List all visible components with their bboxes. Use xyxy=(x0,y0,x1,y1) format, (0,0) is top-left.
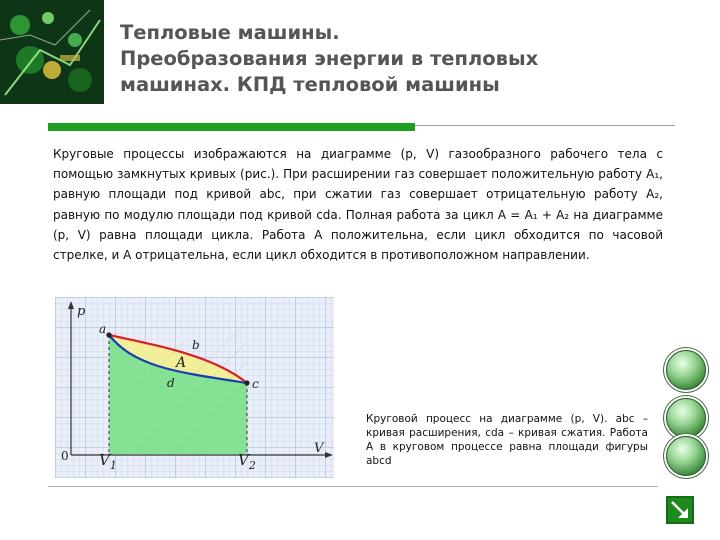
point-d-label: d xyxy=(167,376,175,390)
point-a-dot xyxy=(106,332,111,337)
diagram-caption-text: Круговой процесс на диаграмме (p, V). abc – кривая расширения, cda – кривая сжатия. Работа А в круговом процессе равна площади фигуры abcd xyxy=(366,413,648,467)
title-divider-accent xyxy=(48,123,415,131)
body-paragraph-text: Круговые процессы изображаются на диаграмме (p, V) газообразного рабочего тела с помощью замкнутых кривых (рис.). При расширении газ совершает положительную работу A₁, равную площади под кривой abc, при сжатии газ совершает отрицательную работу A₂, равную по модулю площади под кривой cda. Полная работа за цикл A = A₁ + A₂ на диаграмме (p, V) равна площади цикла. Работа A положительна, если цикл обходится по часовой стрелке, и A отрицательна, если цикл обходится в противоположном направлении. xyxy=(53,147,663,263)
corner-arrow-icon[interactable] xyxy=(666,496,694,524)
title-line-1: Тепловые машины. xyxy=(120,21,340,44)
point-c-dot xyxy=(244,380,249,385)
axis-v-label: V xyxy=(314,441,324,456)
area-a-label: A xyxy=(176,355,187,371)
axis-p-label: p xyxy=(77,304,86,319)
page-title xyxy=(120,20,680,98)
green-sphere-button[interactable] xyxy=(666,350,706,390)
green-sphere-button[interactable] xyxy=(666,398,706,438)
title-line-2: Преобразования энергии в тепловых xyxy=(120,47,539,70)
point-c-label: c xyxy=(252,377,259,391)
pv-diagram-svg xyxy=(55,297,334,478)
v1-label: $V_1$ xyxy=(99,451,117,472)
pv-diagram xyxy=(55,297,334,478)
green-sphere-button[interactable] xyxy=(666,436,706,476)
point-b-label: b xyxy=(192,338,200,352)
body-paragraph xyxy=(53,144,663,265)
corner-decorative-image xyxy=(0,0,104,104)
title-line-3: машинах. КПД тепловой машины xyxy=(120,73,500,96)
footer-divider xyxy=(48,486,658,487)
point-a-label: a xyxy=(99,322,107,336)
v2-label: $V_2$ xyxy=(238,451,256,472)
origin-label: 0 xyxy=(61,449,69,463)
diagram-caption xyxy=(366,412,648,468)
